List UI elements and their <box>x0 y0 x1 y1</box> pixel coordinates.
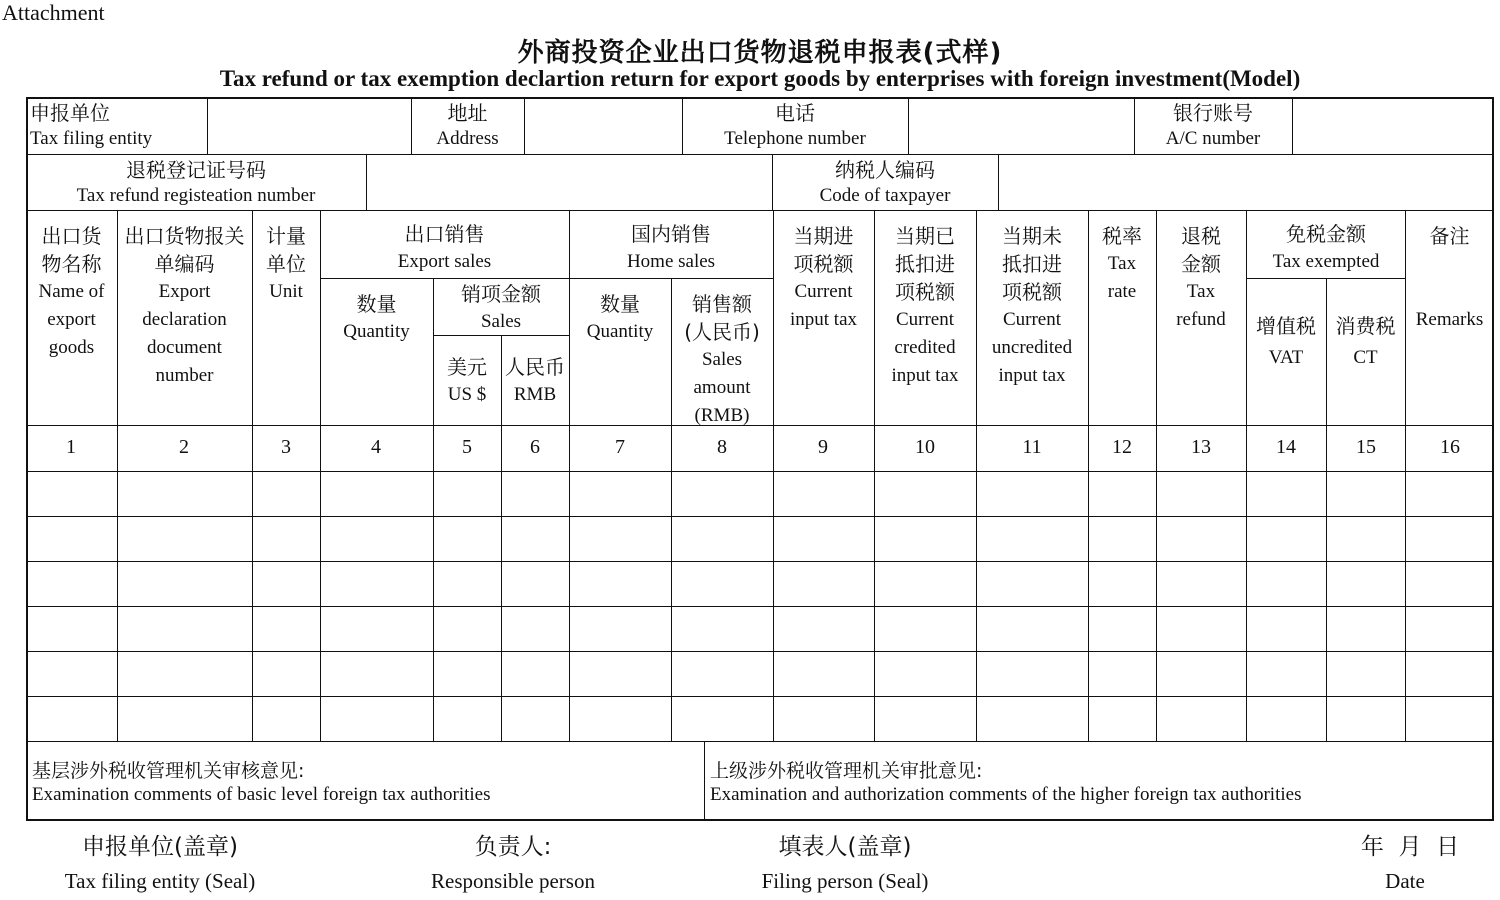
col-header-uncredited-input-tax: 当期未抵扣进项税额 Current uncredited input tax <box>991 224 1073 386</box>
column-divider <box>366 154 367 210</box>
filing-entity-seal: 申报单位(盖章) Tax filing entity (Seal) <box>64 834 256 893</box>
group-header-home-sales: 国内销售 Home sales <box>626 222 716 272</box>
col-header-tax-rate: 税率 Tax rate <box>1102 224 1142 302</box>
column-number: 10 <box>915 436 935 458</box>
group-header-sales: 销项金额 Sales <box>461 282 541 332</box>
column-number: 14 <box>1276 436 1296 458</box>
address-label: 地址 Address <box>436 101 499 149</box>
col-header-goods-name: 出口货物名称 Name of export goods <box>38 224 105 358</box>
refund-registration-label: 退税登记证号码 Tax refund registeation number <box>76 158 316 206</box>
date-field: 年 月 日 Date <box>1360 834 1460 893</box>
form-title-chinese: 外商投资企业出口货物退税申报表(式样) <box>517 38 1003 68</box>
column-number: 9 <box>818 436 828 458</box>
row-divider <box>26 154 1494 155</box>
taxpayer-code-label: 纳税人编码 Code of taxpayer <box>819 158 951 206</box>
column-number: 4 <box>371 436 381 458</box>
col-header-rmb: 人民币 RMB <box>505 355 565 405</box>
account-number-label: 银行账号 A/C number <box>1165 101 1261 149</box>
column-divider <box>908 97 909 154</box>
column-number: 12 <box>1112 436 1132 458</box>
col-header-ct: 消费税 CT <box>1335 314 1396 368</box>
basic-authority-comments: 基层涉外税收管理机关审核意见: Examination comments of basic level foreign tax authorities <box>32 760 491 805</box>
column-divider <box>207 97 208 154</box>
column-number: 8 <box>717 436 727 458</box>
row-divider <box>26 606 1494 607</box>
col-header-unit: 计量单位 Unit <box>266 224 306 302</box>
col-header-usd: 美元 US $ <box>447 355 487 405</box>
column-number: 11 <box>1022 436 1042 458</box>
col-header-remarks: 备注 Remarks <box>1415 224 1484 330</box>
column-number: 3 <box>281 436 291 458</box>
column-divider <box>524 97 525 154</box>
form-title-english: Tax refund or tax exemption declartion return for export goods by enterprises with foreign investment(Model) <box>219 66 1301 91</box>
column-number: 6 <box>530 436 540 458</box>
row-divider <box>26 561 1494 562</box>
column-number: 16 <box>1440 436 1460 458</box>
column-number: 1 <box>66 436 76 458</box>
column-divider <box>704 741 705 821</box>
row-divider <box>320 278 773 279</box>
column-divider <box>1292 97 1293 154</box>
telephone-label: 电话 Telephone number <box>724 101 866 149</box>
column-divider <box>1246 210 1247 741</box>
col-header-home-quantity: 数量 Quantity <box>586 292 654 342</box>
col-header-declaration-number: 出口货物报关单编码 Export declaration document number <box>124 224 245 386</box>
row-divider <box>26 516 1494 517</box>
column-number: 15 <box>1356 436 1376 458</box>
column-number: 2 <box>179 436 189 458</box>
row-divider <box>26 210 1494 211</box>
col-header-credited-input-tax: 当期已抵扣进项税额 Current credited input tax <box>891 224 959 386</box>
row-divider <box>26 651 1494 652</box>
filing-person-seal: 填表人(盖章) Filing person (Seal) <box>761 834 929 893</box>
filing-entity-label: 申报单位 Tax filing entity <box>30 101 153 149</box>
col-header-vat: 增值税 VAT <box>1256 314 1316 368</box>
column-number: 7 <box>615 436 625 458</box>
group-header-export-sales: 出口销售 Export sales <box>397 222 492 272</box>
attachment-label: Attachment <box>2 0 105 25</box>
responsible-person: 负责人: Responsible person <box>431 834 595 893</box>
col-header-home-sales-amount: 销售额(人民币) Sales amount (RMB) <box>684 292 760 426</box>
row-divider <box>26 741 1494 742</box>
col-header-current-input-tax: 当期进项税额 Current input tax <box>789 224 858 330</box>
row-divider <box>26 696 1494 697</box>
col-header-export-quantity: 数量 Quantity <box>343 292 410 342</box>
column-divider <box>998 154 999 210</box>
column-number: 5 <box>462 436 472 458</box>
row-divider <box>26 471 1494 472</box>
higher-authority-comments: 上级涉外税收管理机关审批意见: Examination and authorization comments of the higher foreign tax authorities <box>710 760 1302 805</box>
column-number: 13 <box>1191 436 1211 458</box>
group-header-tax-exempted: 免税金额 Tax exempted <box>1272 222 1380 272</box>
column-divider <box>433 278 434 741</box>
col-header-tax-refund: 退税金额 Tax refund <box>1176 224 1226 330</box>
